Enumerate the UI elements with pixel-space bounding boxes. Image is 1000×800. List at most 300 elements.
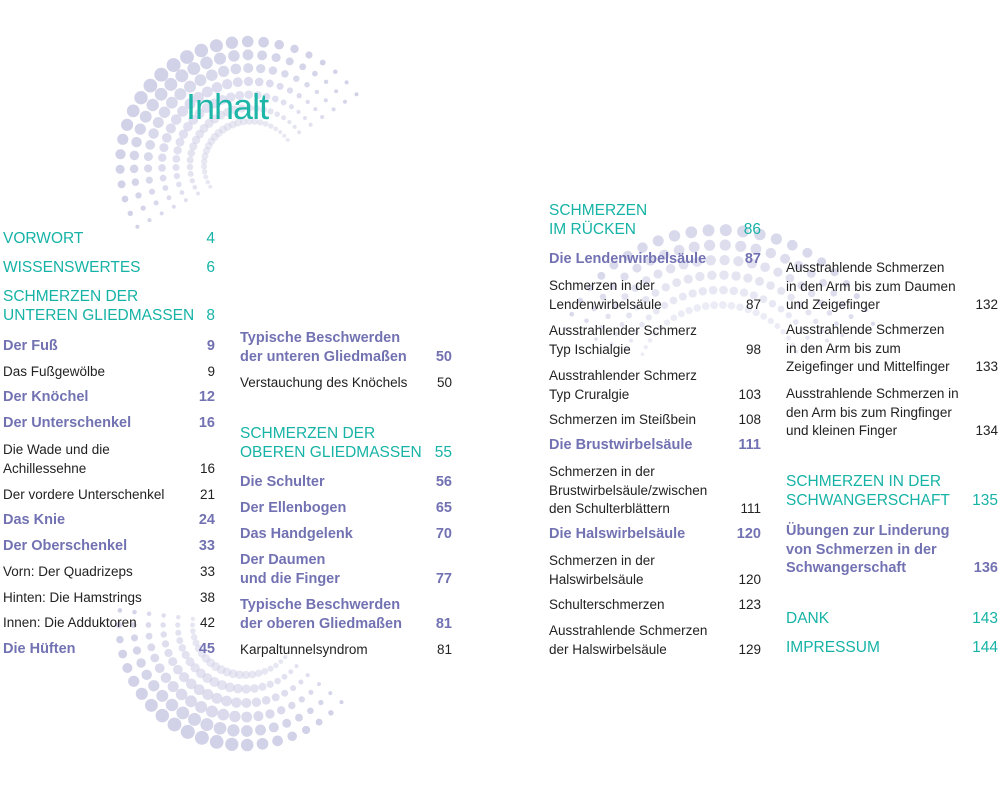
toc-entry[interactable]	[549, 411, 761, 430]
decor-dot	[769, 300, 776, 307]
toc-entry[interactable]	[3, 230, 215, 249]
decor-dot	[802, 248, 812, 258]
entry-title: SCHMERZEN DER OBEREN GLIEDMASSEN	[240, 425, 422, 461]
decor-dot	[313, 107, 317, 111]
decor-dot	[293, 75, 300, 82]
decor-dot	[188, 713, 201, 726]
decor-dot	[272, 96, 279, 103]
toc-entry[interactable]	[786, 385, 998, 441]
decor-dot	[188, 171, 194, 177]
decor-dot	[230, 64, 241, 75]
decor-dot	[242, 684, 251, 693]
decor-dot	[146, 177, 153, 184]
toc-entry[interactable]	[549, 436, 761, 455]
toc-entry[interactable]	[3, 337, 215, 356]
decor-dot	[231, 697, 241, 707]
decor-dot	[130, 151, 140, 161]
decor-dot	[210, 39, 223, 52]
decor-dot	[117, 134, 128, 145]
decor-dot	[293, 125, 297, 129]
entry-page: 111	[738, 437, 761, 453]
toc-entry[interactable]	[3, 614, 215, 633]
decor-dot	[298, 679, 303, 684]
page-title: Inhalt	[186, 86, 269, 127]
decor-dot	[334, 89, 338, 93]
decor-dot	[766, 248, 776, 258]
entry-title: Der vordere Unterschenkel	[3, 487, 165, 502]
decor-dot	[156, 709, 169, 722]
decor-dot	[155, 663, 165, 673]
entry-title: Ausstrahlende Schmerzen in den Arm bis zum Daumen und Zeigefinger	[786, 260, 956, 312]
entry-page: 81	[436, 642, 452, 657]
decor-dot	[282, 134, 286, 138]
entry-page: 144	[972, 639, 998, 656]
toc-entry[interactable]	[3, 563, 215, 582]
entry-title: Der Ellenbogen	[240, 500, 347, 516]
decor-dot	[277, 83, 284, 90]
decor-dot	[118, 180, 126, 188]
decor-dot	[297, 130, 301, 134]
decor-dot	[200, 57, 213, 70]
decor-dot	[306, 100, 310, 104]
decor-dot	[760, 313, 767, 320]
decor-dot	[180, 190, 185, 195]
entry-title: Karpaltunnelsyndrom	[240, 642, 368, 657]
entry-title: Schmerzen in der Halswirbelsäule	[549, 553, 655, 587]
decor-dot	[287, 120, 291, 124]
decor-dot	[255, 78, 264, 87]
decor-dot	[295, 664, 299, 668]
decor-dot	[777, 287, 785, 295]
decor-dot	[229, 711, 240, 722]
entry-title: IMPRESSUM	[786, 639, 880, 656]
decor-dot	[175, 69, 188, 82]
decor-dot	[155, 88, 168, 101]
toc-entry[interactable]	[549, 622, 761, 659]
decor-dot	[217, 709, 229, 721]
entry-title: SCHMERZEN IN DER SCHWANGERSCHAFT	[786, 473, 950, 509]
entry-page: 65	[435, 500, 452, 516]
decor-dot	[144, 152, 153, 161]
decor-dot	[256, 64, 265, 73]
decor-dot	[127, 105, 140, 118]
decor-dot	[255, 725, 266, 736]
decor-dot	[771, 233, 782, 244]
toc-entry[interactable]	[240, 596, 452, 633]
decor-dot	[153, 117, 164, 128]
toc-entry[interactable]	[240, 473, 452, 492]
toc-entry[interactable]	[786, 473, 998, 510]
toc-entry[interactable]	[549, 463, 761, 519]
toc-entry[interactable]	[3, 640, 215, 659]
toc-entry[interactable]	[549, 322, 761, 359]
entry-title: Ausstrahlende Schmerzen in den Arm bis zum Zeigefinger und Mittelfinger	[786, 322, 950, 374]
decor-dot	[241, 712, 252, 723]
decor-dot	[343, 100, 347, 104]
toc-entry[interactable]	[3, 414, 215, 433]
decor-dot	[115, 149, 125, 159]
decor-dot	[132, 178, 140, 186]
decor-dot	[192, 185, 197, 190]
entry-title: Hinten: Die Hamstrings	[3, 590, 142, 605]
decor-dot	[180, 50, 194, 64]
decor-dot	[282, 719, 291, 728]
entry-title: Der Oberschenkel	[3, 538, 128, 554]
toc-entry[interactable]	[3, 259, 215, 278]
decor-dot	[195, 701, 207, 713]
entry-title: Die Wade und die Achillessehne	[3, 442, 110, 476]
entry-page: 103	[738, 386, 761, 402]
decor-dot	[122, 196, 129, 203]
decor-dot	[760, 262, 770, 272]
toc-entry[interactable]	[786, 639, 998, 658]
entry-page: 45	[198, 641, 215, 657]
toc-entry[interactable]	[3, 589, 215, 608]
decor-dot	[267, 666, 273, 672]
decor-dot	[241, 739, 254, 752]
decor-dot	[257, 50, 267, 60]
decor-dot	[162, 133, 172, 143]
decor-dot	[146, 633, 153, 640]
decor-dot	[773, 268, 782, 277]
decor-dot	[159, 106, 170, 117]
decor-dot	[154, 68, 168, 82]
decor-dot	[144, 79, 158, 93]
decor-dot	[226, 37, 238, 49]
entry-title: Typische Beschwerden der oberen Gliedmaßen	[240, 597, 402, 632]
decor-dot	[340, 700, 344, 704]
decor-dot	[267, 108, 273, 114]
entry-page: 42	[199, 615, 215, 630]
decor-dot	[250, 684, 259, 693]
entry-title: Schmerzen im Steißbein	[549, 412, 697, 427]
decor-dot	[273, 126, 278, 131]
entry-title: Schulterschmerzen	[549, 597, 665, 612]
decor-dot	[299, 63, 306, 70]
decor-dot	[208, 185, 212, 189]
decor-dot	[174, 173, 180, 179]
entry-title: Verstauchung des Knöchels	[240, 375, 408, 390]
entry-page: 133	[975, 359, 998, 374]
entry-page: 120	[736, 526, 761, 542]
decor-dot	[144, 164, 152, 172]
toc-entry[interactable]	[240, 551, 452, 588]
decor-dot	[122, 663, 132, 673]
decor-dot	[774, 323, 780, 329]
decor-dot	[218, 66, 229, 77]
decor-dot	[286, 138, 290, 142]
decor-dot	[269, 66, 277, 74]
decor-dot	[257, 738, 269, 750]
entry-title: Das Handgelenk	[240, 526, 353, 542]
toc-entry[interactable]	[549, 250, 761, 269]
decor-dot	[290, 45, 298, 53]
decor-dot	[148, 128, 158, 138]
decor-dot	[253, 711, 263, 721]
decor-dot	[135, 123, 146, 134]
decor-dot	[671, 314, 678, 321]
decor-dot	[316, 719, 323, 726]
toc-entry[interactable]	[549, 596, 761, 615]
toc-entry[interactable]	[240, 525, 452, 544]
decor-dot	[164, 78, 177, 91]
entry-page: 50	[436, 375, 452, 390]
decor-dot	[154, 200, 159, 205]
entry-title: Der Unterschenkel	[3, 415, 132, 431]
decor-dot	[206, 69, 218, 81]
decor-dot	[320, 60, 326, 66]
toc-entry[interactable]	[240, 641, 452, 660]
decor-dot	[318, 700, 323, 705]
decor-dot	[210, 735, 224, 749]
entry-page: 123	[738, 597, 761, 612]
decor-dot	[308, 690, 313, 695]
entry-page: 70	[435, 526, 452, 542]
toc-entry[interactable]	[3, 511, 215, 530]
entry-page: 16	[199, 460, 215, 476]
decor-dot	[166, 97, 178, 109]
entry-title: Der Knöchel	[3, 389, 89, 405]
entry-page: 132	[975, 297, 998, 312]
decor-dot	[287, 87, 293, 93]
decor-dot	[160, 211, 164, 215]
decor-dot	[320, 115, 324, 119]
decor-dot	[258, 37, 269, 48]
decor-dot	[272, 693, 280, 701]
decor-dot	[190, 178, 195, 183]
decor-dot	[172, 164, 179, 171]
decor-dot	[159, 143, 168, 152]
decor-dot	[281, 99, 287, 105]
decor-dot	[309, 123, 313, 127]
decor-dot	[261, 668, 268, 675]
toc-entry[interactable]	[3, 288, 215, 325]
entry-page: 50	[435, 348, 452, 365]
toc-entry[interactable]	[786, 610, 998, 629]
decor-dot	[324, 80, 328, 84]
decor-dot	[121, 119, 133, 131]
entry-page: 86	[743, 220, 761, 238]
toc-entry[interactable]	[3, 486, 215, 505]
decor-dot	[787, 240, 798, 251]
entry-page: 143	[972, 610, 998, 627]
decor-dot	[317, 682, 321, 686]
toc-entry[interactable]	[3, 537, 215, 556]
decor-dot	[176, 706, 189, 719]
decor-dot	[287, 732, 297, 742]
decor-dot	[297, 93, 302, 98]
decor-dot	[206, 706, 218, 718]
toc-entry[interactable]	[786, 522, 998, 578]
entry-page: 136	[973, 560, 998, 576]
entry-title: Die Lendenwirbelsäule	[549, 251, 707, 267]
toc-entry[interactable]	[240, 499, 452, 518]
decor-dot	[295, 714, 303, 722]
toc-entry[interactable]	[240, 425, 452, 462]
decor-dot	[195, 74, 207, 86]
toc-entry[interactable]	[240, 329, 452, 366]
decor-dot	[258, 683, 266, 691]
decor-dot	[172, 205, 176, 209]
entry-page: 129	[738, 641, 761, 657]
decor-dot	[195, 731, 209, 745]
entry-page: 9	[207, 364, 215, 379]
decor-dot	[128, 676, 139, 687]
decor-dot	[243, 49, 254, 60]
decor-dot	[200, 718, 213, 731]
decor-dot	[296, 110, 300, 114]
toc-entry[interactable]	[549, 367, 761, 404]
decor-dot	[288, 702, 295, 709]
decor-dot	[174, 88, 186, 100]
entry-page: 56	[435, 474, 452, 490]
decor-dot	[252, 698, 261, 707]
decor-dot	[176, 689, 188, 701]
decor-dot	[849, 314, 854, 319]
decor-dot	[299, 696, 305, 702]
decor-dot	[187, 156, 194, 163]
decor-dot	[282, 674, 288, 680]
decor-dot	[306, 673, 310, 677]
decor-dot	[185, 695, 197, 707]
decor-dot	[141, 206, 146, 211]
decor-dot	[228, 50, 240, 62]
decor-dot	[286, 57, 294, 65]
decor-dot	[242, 36, 254, 48]
decor-dot	[187, 164, 194, 171]
entry-page: 4	[206, 230, 215, 247]
decor-dot	[214, 722, 227, 735]
decor-dot	[196, 192, 200, 196]
entry-page: 55	[434, 443, 452, 461]
decor-dot	[333, 70, 338, 75]
entry-page: 12	[198, 389, 215, 405]
decor-dot	[274, 678, 281, 685]
decor-dot	[768, 318, 774, 324]
decor-dot	[148, 218, 152, 222]
decor-dot	[312, 71, 318, 77]
toc-entry[interactable]	[549, 552, 761, 589]
toc-entry[interactable]	[3, 441, 215, 478]
decor-dot	[176, 182, 182, 188]
decor-dot	[166, 123, 176, 133]
decor-dot	[766, 281, 775, 290]
entry-page: 6	[206, 259, 215, 276]
decor-dot	[173, 146, 181, 154]
decor-dot	[145, 140, 155, 150]
entry-title: Die Halswirbelsäule	[549, 526, 686, 542]
entry-title: Der Fuß	[3, 338, 58, 354]
decor-dot	[135, 225, 139, 229]
decor-dot	[166, 699, 179, 712]
entry-title: Ausstrahlender Schmerz Typ Ischialgie	[549, 323, 697, 357]
decor-dot	[130, 165, 139, 174]
entry-page: 111	[740, 501, 761, 516]
entry-title: Das Fußgewölbe	[3, 364, 106, 379]
decor-dot	[205, 180, 210, 185]
entry-page: 87	[745, 296, 761, 312]
decor-dot	[160, 175, 167, 182]
toc-entry[interactable]	[549, 202, 761, 239]
entry-page: 98	[745, 341, 761, 357]
decor-dot	[290, 685, 296, 691]
entry-page: 21	[199, 487, 215, 502]
decor-dot	[149, 189, 155, 195]
decor-dot	[345, 80, 349, 84]
decor-dot	[269, 722, 279, 732]
entry-title: Ausstrahlende Schmerzen in den Arm bis zum Ringfinger und kleinen Finger	[786, 386, 959, 438]
decor-dot	[241, 698, 251, 708]
decor-dot	[324, 98, 328, 102]
decor-dot	[243, 63, 253, 73]
entry-page: 33	[198, 538, 215, 554]
decor-dot	[221, 696, 232, 707]
decor-dot	[203, 174, 208, 179]
decor-dot	[328, 691, 332, 695]
entry-title: WISSENSWERTES	[3, 259, 141, 276]
entry-title: Die Schulter	[240, 474, 325, 490]
decor-dot	[156, 690, 168, 702]
entry-title: Der Daumen und die Finger	[240, 552, 340, 587]
decor-dot	[158, 154, 166, 162]
decor-dot	[244, 77, 253, 86]
entry-title: DANK	[786, 610, 830, 627]
decor-dot	[274, 111, 280, 117]
decor-dot	[140, 111, 152, 123]
toc-entry[interactable]	[3, 388, 215, 407]
decor-dot	[118, 608, 123, 613]
entry-page: 134	[975, 423, 998, 438]
decor-dot	[225, 738, 238, 751]
decor-dot	[168, 681, 179, 692]
toc-entry[interactable]	[786, 259, 998, 315]
toc-entry[interactable]	[549, 525, 761, 544]
decor-dot	[605, 314, 610, 319]
decor-dot	[136, 688, 148, 700]
decor-dot	[646, 314, 652, 320]
entry-page: 108	[738, 412, 761, 427]
decor-dot	[265, 709, 274, 718]
decor-dot	[148, 680, 159, 691]
entry-title: Ausstrahlende Schmerzen der Halswirbelsäule	[549, 623, 708, 657]
decor-dot	[227, 724, 239, 736]
decor-dot	[161, 673, 171, 683]
toc-entry[interactable]	[786, 321, 998, 377]
decor-dot	[188, 149, 196, 157]
decor-dot	[281, 70, 289, 78]
decor-dot	[720, 240, 731, 251]
entry-title: Typische Beschwerden der unteren Gliedmaßen	[240, 330, 407, 365]
toc-entry[interactable]	[549, 277, 761, 314]
decor-dot	[202, 169, 208, 175]
decor-dot	[267, 681, 274, 688]
decor-dot	[272, 736, 283, 747]
toc-entry[interactable]	[3, 363, 215, 382]
entry-title: Die Hüften	[3, 641, 76, 657]
decor-dot	[131, 137, 142, 148]
entry-title: Schmerzen in der Lendenwirbelsäule	[549, 278, 662, 312]
decor-dot	[303, 116, 307, 120]
decor-dot	[355, 92, 359, 96]
decor-dot	[158, 164, 166, 172]
decor-dot	[176, 138, 185, 147]
toc-entry[interactable]	[240, 374, 452, 393]
entry-page: 135	[972, 491, 998, 509]
decor-dot	[778, 306, 785, 313]
decor-dot	[128, 211, 133, 216]
entry-title: VORWORT	[3, 230, 84, 247]
decor-dot	[273, 663, 278, 668]
